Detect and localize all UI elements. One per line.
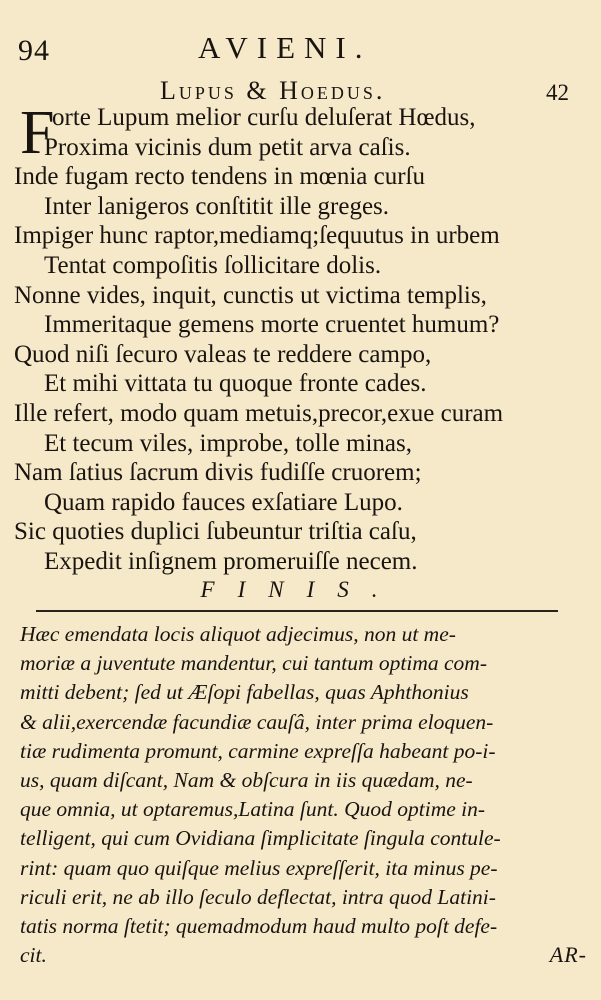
note-line: cit. <box>20 943 47 968</box>
verse-line: Quod niſi ſecuro valeas te reddere campo, <box>14 340 432 368</box>
verse-line: Tentat compoſitis ſollicitare dolis. <box>44 251 382 279</box>
note-line: & alii,exercendæ facundiæ cauſâ, inter prima eloquen- <box>20 709 494 734</box>
note-line: tatis norma ſtetit; quemadmodum haud multo poſt defe- <box>20 913 498 938</box>
note-line: moriæ a juventute mandentur, cui tantum optima com- <box>20 651 487 676</box>
verse-line: orte Lupum melior curſu deluſerat Hœdus, <box>52 104 476 131</box>
note-line: us, quam diſcant, Nam & obſcura in iis quædam, ne- <box>20 767 473 792</box>
note-line: mitti debent; ſed ut Æſopi fabellas, quas Aphthonius <box>20 680 469 705</box>
note-line: rint: quam quo quiſque melius expreſſerit, ita minus pe- <box>20 855 498 880</box>
horizontal-rule <box>36 610 558 612</box>
verse-line: Et tecum viles, improbe, tolle minas, <box>44 429 412 457</box>
note-line: riculi erit, ne ab illo ſeculo deflectat, intra quod Latini- <box>20 884 496 909</box>
note-line: telligent, qui cum Ovidiana ſimplicitate ſingula contule- <box>20 826 501 851</box>
note-line: Hæc emendata locis aliquot adjecimus, non ut me- <box>20 622 456 646</box>
verse-line: Quam rapido fauces exſatiare Lupo. <box>44 488 403 516</box>
fable-title: Lupus & Hoedus. <box>160 76 386 105</box>
running-head <box>18 30 578 70</box>
fable-number: 42 <box>546 80 569 105</box>
page-number: 94 <box>18 34 50 67</box>
verse-line: Immeritaque gemens morte cruentet humum? <box>44 311 500 339</box>
verse-line: Impiger hunc raptor,mediamq;ſequutus in urbem <box>14 222 500 250</box>
finis: FINIS. <box>200 577 401 602</box>
catchword: AR- <box>549 942 587 967</box>
editorial-note <box>20 620 590 970</box>
verse-line: Nonne vides, inquit, cunctis ut victima templis, <box>14 281 487 309</box>
note-line: tiæ rudimenta promunt, carmine expreſſa habeant po-i- <box>20 738 496 763</box>
verse-line: Inde fugam recto tendens in mœnia curſu <box>14 163 425 191</box>
verse-line: Nam ſatius ſacrum divis fudiſſe cruorem; <box>14 459 422 487</box>
verse-line: Inter lanigeros conſtitit ille greges. <box>44 192 390 220</box>
book-title: AVIENI. <box>198 30 372 65</box>
note-line: que omnia, ut optaremus,Latina ſunt. Quod optime in- <box>20 797 486 822</box>
drop-cap: F <box>20 99 55 167</box>
verse-line: Et mihi vittata tu quoque fronte cades. <box>44 370 427 398</box>
poem <box>14 99 589 577</box>
verse-line: Ille refert, modo quam metuis,precor,exue curam <box>14 399 504 427</box>
verse-line: Proxima vicinis dum petit arva caſis. <box>44 133 411 161</box>
verse-line: Expedit inſignem promeruiſſe necem. <box>44 547 418 575</box>
verse-line: Sic quoties duplici ſubeuntur triſtia caſu, <box>14 518 417 546</box>
